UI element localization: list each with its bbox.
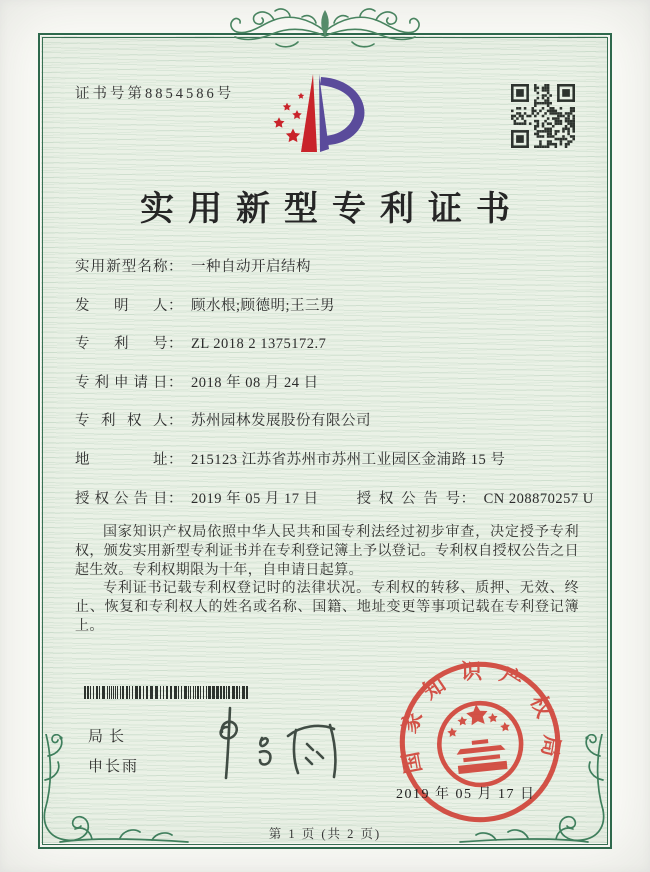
certificate-title: 实用新型专利证书 [140, 191, 524, 228]
legal-paragraph-2: 专利证书记载专利权登记时的法律状况。专利权的转移、质押、无效、终止、恢复和专利权人的姓名或名称、国籍、地址变更等事项记载在专利登记簿上。 [75, 581, 579, 634]
field-label: 专利号 [75, 336, 168, 353]
field-grant-announcement [75, 487, 594, 526]
field-label: 发明人 [75, 297, 168, 314]
cnipa-logo-icon [263, 64, 395, 182]
grant-date-value: 2019 年 05 月 17 日 [191, 490, 319, 507]
colon: ： [168, 336, 183, 353]
signer-title: 局长 [88, 729, 131, 745]
page-footer: 第 1 页 (共 2 页) [268, 827, 382, 841]
seal-text: 国家知识产权局 [395, 659, 565, 776]
seal-date: 2019 年 05 月 17 日 [396, 787, 536, 802]
legal-text [75, 524, 579, 637]
colon: ： [168, 297, 183, 314]
field-filing-date [75, 371, 580, 410]
national-emblem-icon [435, 699, 525, 789]
field-value: 顾水根;顾德明;王三男 [191, 297, 336, 314]
colon: ： [168, 259, 183, 275]
field-inventors [75, 294, 580, 333]
certificate-number: 证书号第8854586号 [75, 86, 235, 102]
field-patentee [75, 409, 580, 448]
legal-paragraph-1: 国家知识产权局依照中华人民共和国专利法经过初步审查，决定授予专利权，颁发实用新型专利证书并在专利登记簿上予以登记。专利权自授权公告之日起生效。专利权期限为十年，自申请日起算。 [75, 525, 579, 578]
signer-name: 申长雨 [88, 759, 140, 775]
field-label: 授权公告日 [75, 490, 168, 507]
colon: ： [460, 490, 476, 507]
field-label: 实用新型名称 [75, 259, 168, 275]
field-value: 215123 江苏省苏州市苏州工业园区金浦路 15 号 [191, 451, 506, 468]
field-label: 专利申请日 [75, 374, 168, 391]
field-value: ZL 2018 2 1375172.7 [191, 336, 327, 353]
barcode [84, 686, 249, 699]
director-signature [192, 700, 352, 790]
field-label: 专利权人 [75, 413, 168, 430]
field-value: 一种自动开启结构 [191, 259, 311, 275]
signer-block [88, 722, 139, 782]
fields-section [75, 255, 594, 525]
qr-code [511, 84, 575, 148]
field-value: 2018 年 08 月 24 日 [191, 374, 319, 391]
field-label: 授权公告号 [356, 490, 461, 507]
colon: ： [168, 374, 183, 391]
grant-number-value: CN 208870257 U [483, 490, 594, 507]
field-value: 苏州园林发展股份有限公司 [191, 413, 371, 430]
field-address [75, 448, 580, 487]
colon: ： [168, 413, 183, 430]
field-utility-model-name [75, 255, 580, 294]
colon: ： [168, 451, 183, 468]
field-label: 地址 [75, 451, 168, 468]
colon: ： [168, 490, 183, 507]
field-patent-number [75, 332, 580, 371]
official-seal [379, 641, 581, 843]
